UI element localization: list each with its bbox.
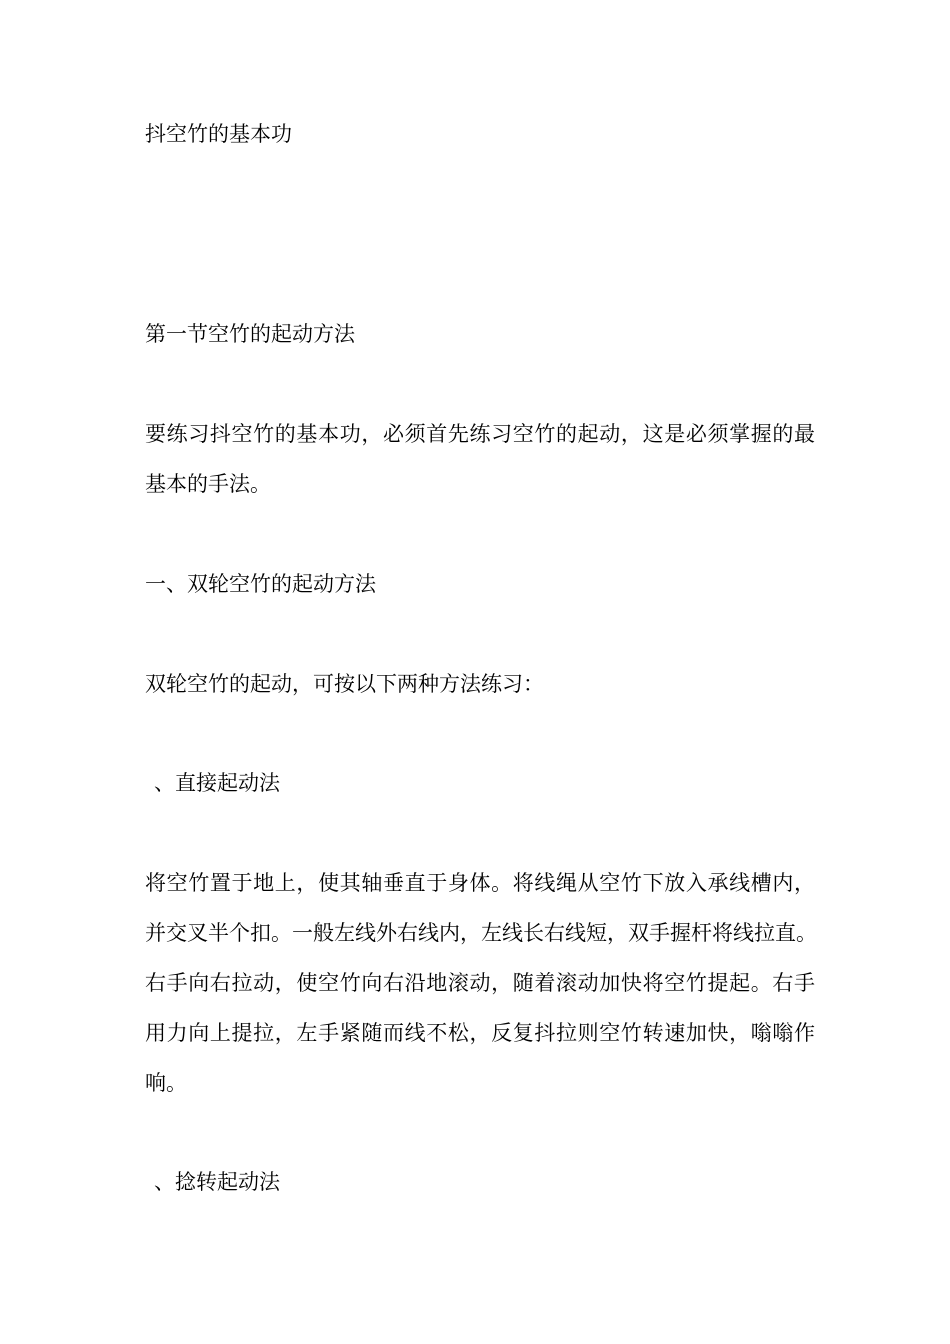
section-heading: 第一节空竹的起动方法 [145, 322, 355, 346]
document-title: 抖空竹的基本功 [145, 122, 292, 146]
intro-line: 基本的手法。 [145, 472, 271, 496]
method1-paragraph [145, 858, 815, 1108]
method1-line: 用力向上提拉，左手紧随而线不松，反复抖拉则空竹转速加快，嗡嗡作 [145, 1021, 815, 1045]
intro-line: 要练习抖空竹的基本功，必须首先练习空竹的起动，这是必须掌握的最 [145, 422, 815, 446]
intro-paragraph [145, 409, 815, 509]
method1-line: 将空竹置于地上，使其轴垂直于身体。将线绳从空竹下放入承线槽内， [145, 871, 815, 895]
method2-heading: 、捻转起动法 [154, 1170, 280, 1194]
method1-line: 响。 [145, 1071, 187, 1095]
subsection-heading: 一、双轮空竹的起动方法 [145, 572, 376, 596]
subsection-intro: 双轮空竹的起动，可按以下两种方法练习： [145, 672, 544, 696]
method1-line: 右手向右拉动，使空竹向右沿地滚动，随着滚动加快将空竹提起。右手 [145, 971, 815, 995]
method1-line: 并交叉半个扣。一般左线外右线内，左线长右线短，双手握杆将线拉直。 [145, 921, 817, 945]
method1-heading: 、直接起动法 [154, 771, 280, 795]
